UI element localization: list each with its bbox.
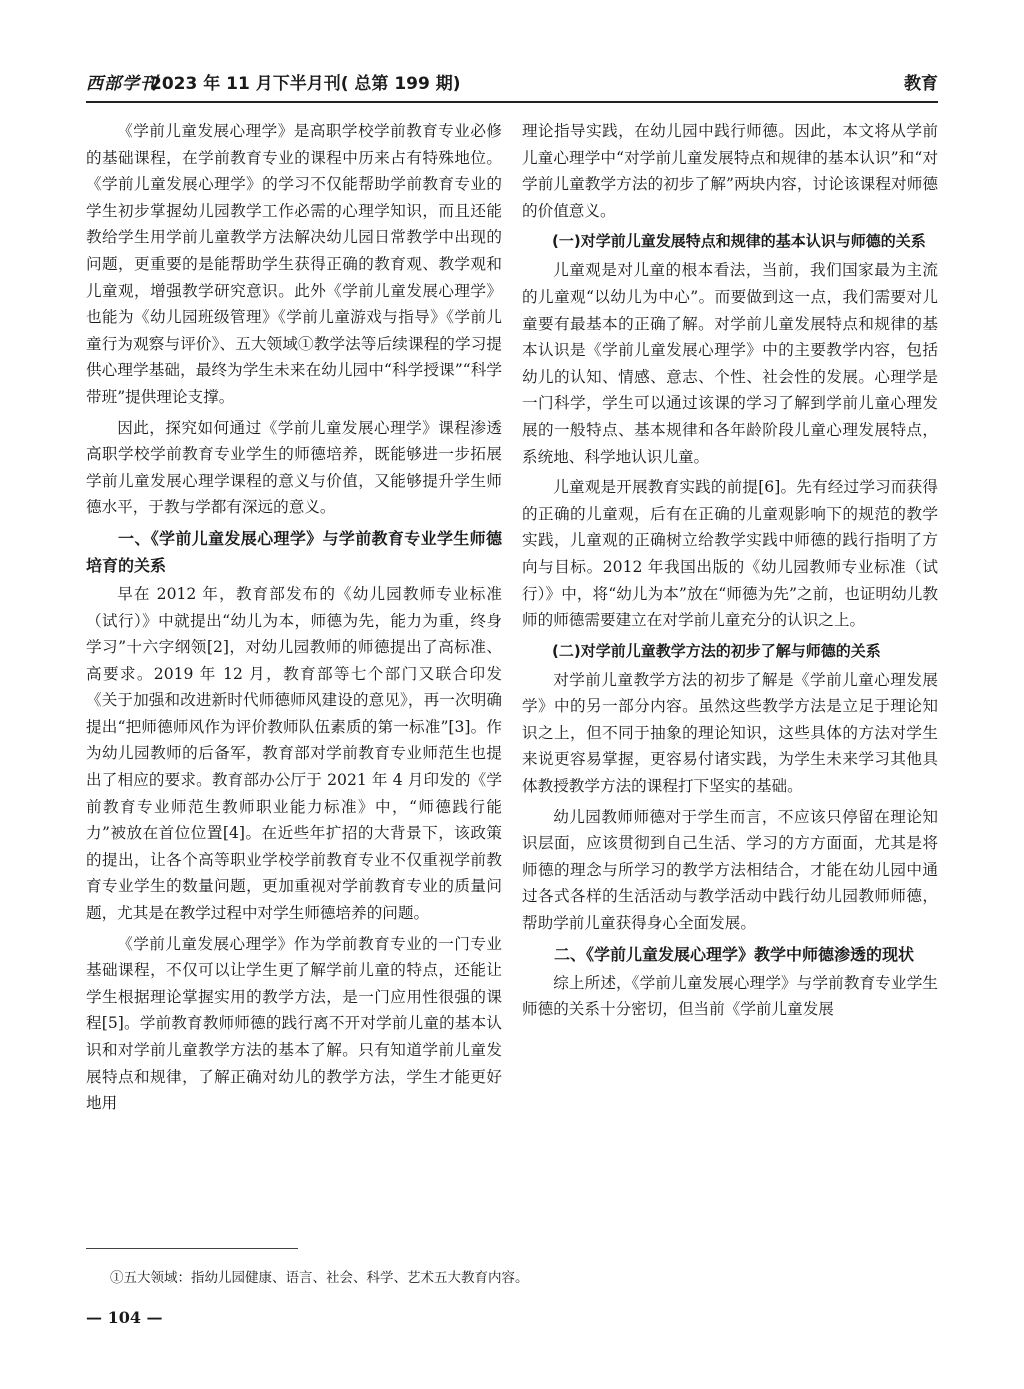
subsection-heading: (一)对学前儿童发展特点和规律的基本认识与师德的关系 bbox=[552, 232, 926, 251]
subsection-heading: (二)对学前儿童教学方法的初步了解与师德的关系 bbox=[552, 641, 881, 660]
section-name: 教育 bbox=[904, 74, 938, 94]
issue-info: 2023 年 11 月下半月刊( 总第 199 期) bbox=[150, 74, 461, 94]
body-paragraph: 对学前儿童教学方法的初步了解是《学前儿童心理发展学》中的另一部分内容。虽然这些教学方法是立足于理论知识之上，但不同于抽象的理论知识，这些具体的方法对学生来说更容易掌握，更容易付诸实践，为学生未来学习其他具体教授教学方法的课程打下坚实的基础。 bbox=[522, 670, 938, 796]
body-paragraph: 幼儿园教师师德对于学生而言，不应该只停留在理论知识层面，应该贯彻到自己生活、学习的方方面面，尤其是将师德的理念与所学习的教学方法相结合，才能在幼儿园中通过各式各样的生活活动与教学活动中践行幼儿园教师师德，帮助学前儿童获得身心全面发展。 bbox=[522, 807, 938, 933]
header-rule bbox=[86, 101, 938, 103]
body-paragraph: 理论指导实践，在幼儿园中践行师德。因此，本文将从学前儿童心理学中“对学前儿童发展特点和规律的基本认识”和“对学前儿童教学方法的初步了解”两块内容，讨论该课程对师德的价值意义。 bbox=[522, 122, 938, 220]
right-column bbox=[522, 118, 938, 1027]
body-paragraph: 综上所述，《学前儿童发展心理学》与学前教育专业学生师德的关系十分密切，但当前《学前儿童发展 bbox=[522, 973, 938, 1019]
body-paragraph: 儿童观是对儿童的根本看法，当前，我们国家最为主流的儿童观“以幼儿为中心”。而要做到这一点，我们需要对儿童要有最基本的正确了解。对学前儿童发展特点和规律的基本认识是《学前儿童发展心理学》中的主要教学内容，包括幼儿的认知、情感、意志、个性、社会性的发展。心理学是一门科学，学生可以通过该课的学习了解到学前儿童心理发展的一般特点、基本规律和各年龄阶段儿童心理发展特点，系统地、科学地认识儿童。 bbox=[522, 261, 938, 466]
footnote-rule bbox=[86, 1248, 298, 1249]
running-header bbox=[86, 70, 938, 98]
body-paragraph: 因此，探究如何通过《学前儿童发展心理学》课程渗透高职学校学前教育专业学生的师德培养，既能够进一步拓展学前儿童发展心理学课程的意义与价值，又能够提升学生师德水平，于教与学都有深远的意义。 bbox=[86, 418, 502, 517]
journal-logo: 西部学刊 bbox=[86, 74, 158, 94]
left-column bbox=[86, 118, 502, 1121]
body-paragraph: 《学前儿童发展心理学》是高职学校学前教育专业必修的基础课程，在学前教育专业的课程中历来占有特殊地位。《学前儿童发展心理学》的学习不仅能帮助学前教育专业的学生初步掌握幼儿园教学工作必需的心理学知识，而且还能教给学生用学前儿童教学方法解决幼儿园日常教学中出现的问题，更重要的是能帮助学生获得正确的教育观、教学观和儿童观，增强教学研究意识。此外《学前儿童发展心理学》也能为《幼儿园班级管理》《学前儿童游戏与指导》《学前儿童行为观察与评价》、五大领域①教学法等后续课程的学习提供心理学基础，最终为学生未来在幼儿园中“科学授课”“科学带班”提供理论支撑。 bbox=[86, 122, 502, 406]
page-number: — 104 — bbox=[86, 1308, 163, 1327]
body-paragraph: 《学前儿童发展心理学》作为学前教育专业的一门专业基础课程，不仅可以让学生更了解学前儿童的特点，还能让学生根据理论掌握实用的教学方法，是一门应用性很强的课程[5]。学前教育教师师德的践行离不开对学前儿童的基本认识和对学前儿童教学方法的基本了解。只有知道学前儿童发展特点和规律，了解正确对幼儿的教学方法，学生才能更好地用 bbox=[86, 934, 502, 1113]
section-heading: 二、《学前儿童发展心理学》教学中师德渗透的现状 bbox=[554, 944, 915, 964]
body-paragraph: 早在 2012 年，教育部发布的《幼儿园教师专业标准（试行）》中就提出“幼儿为本，师德为先，能力为重，终身学习”十六字纲领[2]，对幼儿园教师的师德提出了高标准、高要求。2019 年 12 月，教育部等七个部门又联合印发《关于加强和改进新时代师德师风建设的意见》，再一次明确提出“把师德师风作为评价教师队伍素质的第一标准”[3]。作为幼儿园教师的后备军，教育部对学前教育专业师范生也提出了相应的要求。教育部办公厅于 2021 年 4 月印发的《学前教育专业师范生教师职业能力标准》中，“师德践行能力”被放在首位位置[4]。在近些年扩招的大背景下，该政策的提出，让各个高等职业学校学前教育专业不仅重视学前教育专业学生的数量问题，更加重视对学前教育专业的质量问题，尤其是在教学过程中对学生师德培养的问题。 bbox=[86, 584, 502, 923]
body-paragraph: 儿童观是开展教育实践的前提[6]。先有经过学习而获得的正确的儿童观，后有在正确的儿童观影响下的规范的教学实践，儿童观的正确树立给教学实践中师德的践行指明了方向与目标。2012 年我国出版的《幼儿园教师专业标准（试行）》中，将“幼儿为本”放在“师德为先”之前，也证明幼儿教师的师德需要建立在对学前儿童充分的认识之上。 bbox=[522, 478, 938, 630]
section-heading: 一、《学前儿童发展心理学》与学前教育专业学生师德培育的关系 bbox=[86, 528, 502, 575]
footnote: ①五大领域：指幼儿园健康、语言、社会、科学、艺术五大教育内容。 bbox=[110, 1270, 529, 1286]
